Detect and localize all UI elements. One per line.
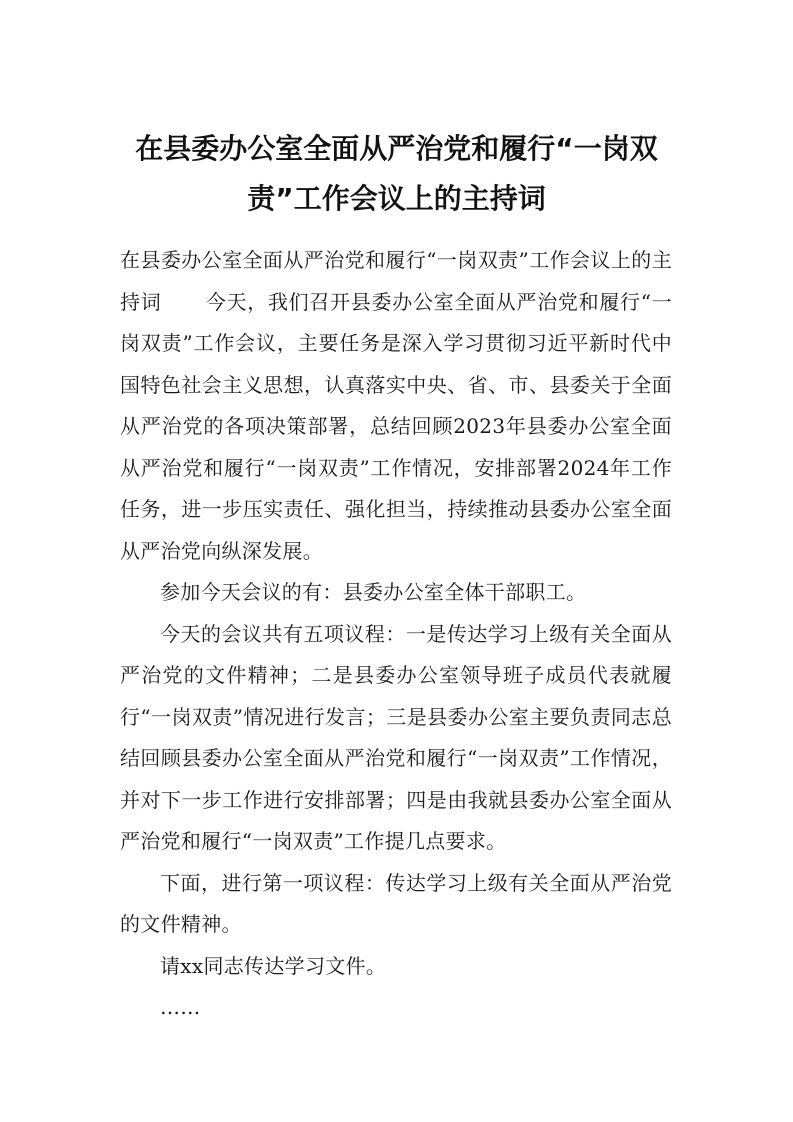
paragraph-ellipsis: …… [160, 995, 201, 1019]
paragraph-request: 请xx同志传达学习文件。 [160, 953, 387, 978]
paragraph-opening-text: 今天，我们召开县委办公室全面从严治党和履行“一岗双责”工作会议，主要任务是深入学习贯彻习近平新时代中国特色社会主义思想，认真落实中央、省、市、县委关于全面从严治党的各项决策部署，总结回顾2023年县委办公室全面从严治党和履行“一岗双责”工作情况，安排部署2024年工作任务，进一步压实责任、强化担当，持续推动县委办公室全面从严治党向纵深发展。 [120, 289, 672, 563]
document-title: 在县委办公室全面从严治党和履行“一岗双责”工作会议上的主持词 [135, 132, 658, 215]
paragraph-first-item: 下面，进行第一项议程：传达学习上级有关全面从严治党的文件精神。 [120, 870, 672, 936]
paragraph-attendees: 参加今天会议的有：县委办公室全体干部职工。 [160, 580, 587, 604]
paragraph-lead-title: 在县委办公室全面从严治党和履行“一岗双责”工作会议上的主持词 [120, 248, 672, 314]
paragraph-agenda: 今天的会议共有五项议程：一是传达学习上级有关全面从严治党的文件精神；二是县委办公室领导班子成员代表就履行“一岗双责”情况进行发言；三是县委办公室主要负责同志总结回顾县委办公室全面从严治党和履行“一岗双责”工作情况，并对下一步工作进行安排部署；四是由我就县委办公室全面从严治党和履行“一岗双责”工作提几点要求。 [120, 621, 672, 853]
document-body [120, 240, 672, 1029]
paragraph-opening [120, 240, 672, 572]
